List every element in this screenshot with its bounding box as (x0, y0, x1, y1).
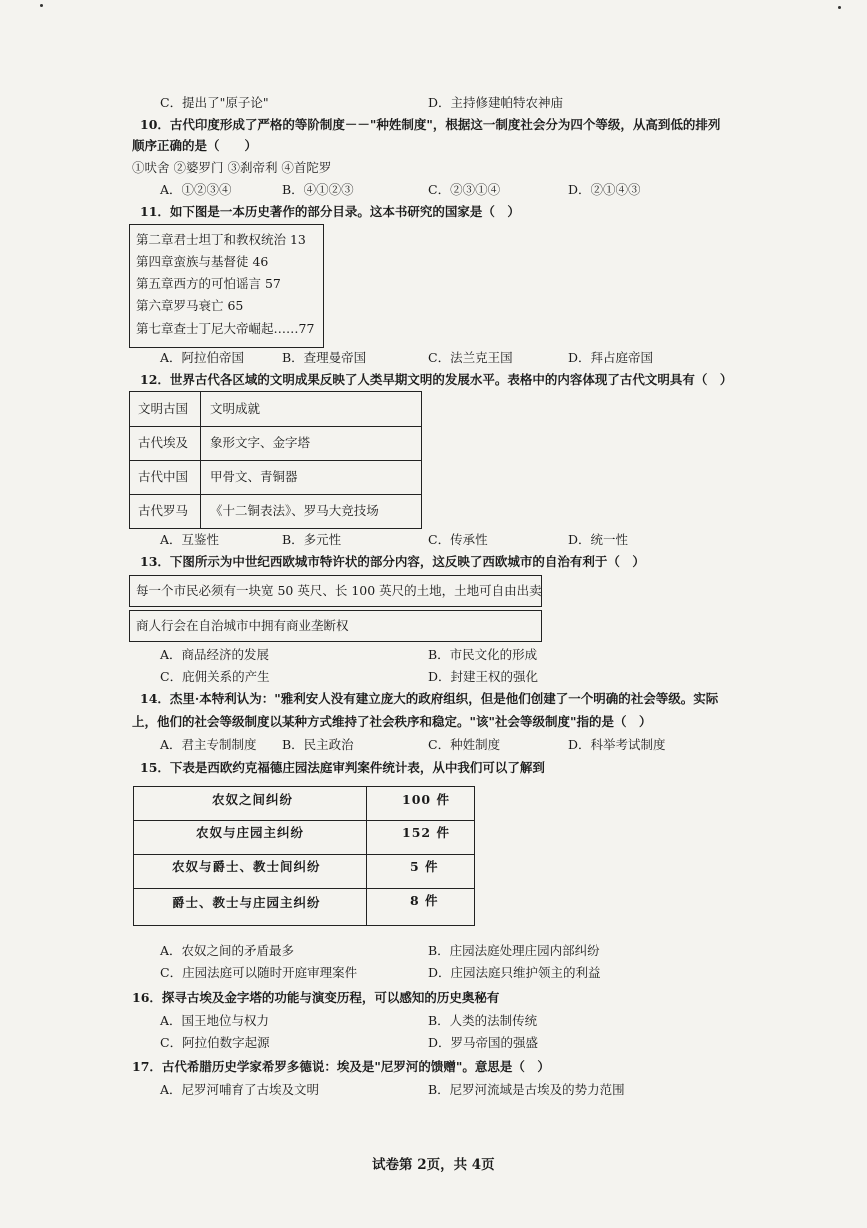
q15-option-a: A．农奴之间的矛盾最多 (160, 943, 295, 958)
q12-cell: 古代埃及 (138, 435, 189, 450)
q16-option-d: D．罗马帝国的强盛 (428, 1035, 539, 1050)
q15-dispute-type: 农奴与庄园主纠纷 (196, 825, 305, 840)
q15-dispute-type: 农奴与爵士、教士间纠纷 (172, 859, 321, 874)
q16-option-b: B．人类的法制传统 (428, 1013, 538, 1028)
q12-cell: 古代中国 (138, 469, 189, 484)
q14-stem-line1: 14．杰里·本特利认为："雅利安人没有建立庞大的政府组织，但是他们创建了一个明确的社会等级。实际 (140, 691, 719, 706)
q10-option-a: A．①②③④ (160, 182, 232, 197)
q13-option-c: C．庇佣关系的产生 (160, 669, 270, 684)
q17-option-a: A．尼罗河哺育了古埃及文明 (160, 1082, 320, 1097)
q13-option-b: B．市民文化的形成 (428, 647, 538, 662)
q10-option-d: D．②①④③ (568, 182, 641, 197)
scan-speck (40, 4, 43, 7)
q14-option-a: A．君主专制制度 (160, 737, 257, 752)
q12-cell: 古代罗马 (138, 503, 189, 518)
q10-stem-line2: 顺序正确的是（ ） (132, 138, 258, 153)
q12-cell: 《十二铜表法》、罗马大竞技场 (210, 503, 379, 518)
q9-option-c: C．提出了"原子论" (160, 95, 269, 110)
toc-line: 第五章西方的可怕谣言 57 (136, 276, 281, 291)
toc-line: 第四章蛮族与基督徒 46 (136, 254, 269, 269)
q15-stem: 15．下表是西欧约克福德庄园法庭审判案件统计表，从中我们可以了解到 (140, 760, 545, 775)
q10-option-b: B．④①②③ (282, 182, 354, 197)
q15-option-d: D．庄园法庭只维护领主的利益 (428, 965, 601, 980)
q11-stem: 11．如下图是一本历史著作的部分目录。这本书研究的国家是（ ） (140, 204, 520, 219)
q15-option-c: C．庄园法庭可以随时开庭审理案件 (160, 965, 358, 980)
q11-option-a: A．阿拉伯帝国 (160, 350, 245, 365)
q12-header-country: 文明古国 (138, 401, 189, 416)
charter-text: 每一个市民必须有一块宽 50 英尺、长 100 英尺的土地，土地可自由出卖 (136, 583, 542, 598)
q13-charter-line1 (129, 575, 542, 607)
q14-option-d: D．科举考试制度 (568, 737, 666, 752)
q13-charter-line2 (129, 610, 542, 642)
q17-option-b: B．尼罗河流域是古埃及的势力范围 (428, 1082, 625, 1097)
q11-toc-box (129, 224, 324, 348)
q11-option-d: D．拜占庭帝国 (568, 350, 654, 365)
q10-stem-line1: 10．古代印度形成了严格的等阶制度－－"种姓制度"，根据这一制度社会分为四个等级，从高到低的排列 (140, 117, 721, 132)
q12-cell: 甲骨文、青铜器 (210, 469, 298, 484)
q16-stem: 16．探寻古埃及金字塔的功能与演变历程，可以感知的历史奥秘有 (132, 990, 500, 1005)
toc-line: 第二章君士坦丁和教权统治 13 (136, 232, 306, 247)
q16-option-c: C．阿拉伯数字起源 (160, 1035, 270, 1050)
q12-stem: 12．世界古代各区域的文明成果反映了人类早期文明的发展水平。表格中的内容体现了古代文明具有（ ） (140, 372, 733, 387)
q16-option-a: A．国王地位与权力 (160, 1013, 270, 1028)
page-footer: 试卷第 2页，共 4页 (372, 1157, 495, 1173)
q14-option-b: B．民主政治 (282, 737, 354, 752)
q15-option-b: B．庄园法庭处理庄园内部纠纷 (428, 943, 600, 958)
q11-option-b: B．查理曼帝国 (282, 350, 367, 365)
toc-line: 第六章罗马衰亡 65 (136, 298, 244, 313)
q15-dispute-type: 爵士、教士与庄园主纠纷 (172, 895, 321, 910)
q14-stem-line2: 上，他们的社会等级制度以某种方式维持了社会秩序和稳定。"该"社会等级制度"指的是（ ） (132, 714, 652, 729)
q10-items: ①吠舍 ②婆罗门 ③刹帝利 ④首陀罗 (132, 160, 332, 175)
q11-option-c: C．法兰克王国 (428, 350, 513, 365)
scan-speck (838, 6, 841, 9)
q15-table (133, 786, 475, 926)
q10-option-c: C．②③①④ (428, 182, 501, 197)
q15-dispute-type: 农奴之间纠纷 (212, 792, 294, 807)
charter-text: 商人行会在自治城市中拥有商业垄断权 (136, 618, 349, 633)
q9-option-d: D．主持修建帕特农神庙 (428, 95, 564, 110)
q12-header-achievement: 文明成就 (210, 401, 261, 416)
q15-case-count: 5 件 (410, 859, 439, 874)
q15-case-count: 100 件 (402, 792, 450, 807)
q14-option-c: C．种姓制度 (428, 737, 501, 752)
q12-cell: 象形文字、金字塔 (210, 435, 311, 450)
q15-case-count: 8 件 (410, 893, 439, 908)
q13-option-d: D．封建王权的强化 (428, 669, 539, 684)
q12-option-b: B．多元性 (282, 532, 342, 547)
q12-option-a: A．互鉴性 (160, 532, 220, 547)
q15-case-count: 152 件 (402, 825, 450, 840)
q12-table (129, 391, 422, 529)
q17-stem: 17．古代希腊历史学家希罗多德说：埃及是"尼罗河的馈赠"。意思是（ ） (132, 1059, 550, 1074)
toc-line: 第七章查士丁尼大帝崛起……77 (136, 321, 315, 336)
q13-stem: 13．下图所示为中世纪西欧城市特许状的部分内容，这反映了西欧城市的自治有利于（ ） (140, 554, 645, 569)
q12-option-c: C．传承性 (428, 532, 488, 547)
q12-option-d: D．统一性 (568, 532, 629, 547)
q13-option-a: A．商品经济的发展 (160, 647, 270, 662)
